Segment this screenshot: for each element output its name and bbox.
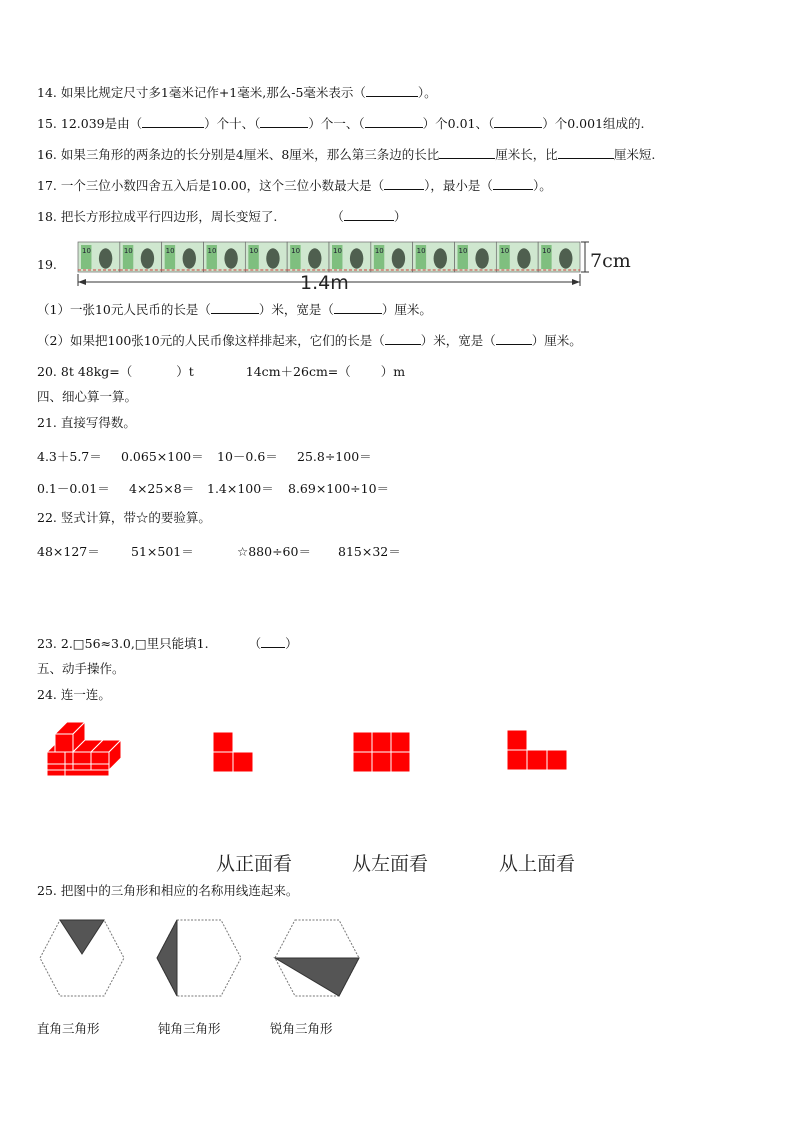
triangle-name-right: 直角三角形	[37, 1021, 100, 1036]
banknote	[413, 242, 455, 272]
banknote	[162, 242, 204, 272]
note-length-label: 1.4m	[300, 272, 349, 294]
section-5-heading: 五、动手操作。	[37, 661, 125, 676]
banknote	[245, 242, 287, 272]
answer-blank[interactable]	[366, 84, 418, 97]
banknote	[120, 242, 162, 272]
vertical-calc-item: 815×32＝	[338, 544, 401, 559]
hexagon-figure-1	[38, 918, 128, 1000]
banknote	[455, 242, 497, 272]
question-17: 17. 一个三位小数四舍五入后是10.00，这个三位小数最大是（ ），最小是（ ）。	[37, 178, 552, 193]
view-label-front: 从正面看	[216, 853, 293, 875]
view-shape-rectangle	[352, 731, 412, 773]
view-label-top: 从上面看	[499, 853, 576, 875]
banknote-row-figure	[72, 238, 632, 298]
question-19-part-2: （2）如果把100张10元的人民币像这样排起来，它们的长是（ ）米，宽是（ ）厘米。	[37, 333, 582, 348]
view-shape-l-small	[212, 731, 256, 773]
answer-blank[interactable]	[496, 332, 532, 345]
banknote-denomination: 10	[249, 247, 259, 255]
banknote-denomination: 10	[458, 247, 468, 255]
hexagon-figure-2	[155, 918, 245, 1000]
question-23: 23. 2.□56≈3.0,□里只能填1. （ ）	[37, 636, 298, 651]
banknote	[78, 242, 120, 272]
vertical-calc-item: 51×501＝	[131, 544, 194, 559]
answer-blank[interactable]	[334, 301, 382, 314]
question-21: 21. 直接写得数。	[37, 415, 136, 430]
question-24: 24. 连一连。	[37, 687, 111, 702]
answer-blank[interactable]	[344, 208, 394, 221]
question-25: 25. 把图中的三角形和相应的名称用线连起来。	[37, 883, 299, 898]
calc-item: 25.8÷100＝	[297, 449, 372, 464]
answer-blank[interactable]	[493, 177, 533, 190]
triangle-name-obtuse: 钝角三角形	[158, 1021, 221, 1036]
question-19-part-1: （1）一张10元人民币的长是（ ）米，宽是（ ）厘米。	[37, 302, 432, 317]
answer-blank[interactable]	[365, 115, 423, 128]
answer-blank[interactable]	[385, 332, 421, 345]
question-14: 14. 如果比规定尺寸多1毫米记作+1毫米,那么-5毫米表示（ ）。	[37, 85, 437, 100]
banknote	[204, 242, 246, 272]
banknote-denomination: 10	[291, 247, 301, 255]
view-label-left: 从左面看	[352, 853, 429, 875]
calc-item: 8.69×100÷10＝	[288, 481, 390, 496]
question-18: 18. 把长方形拉成平行四边形，周长变短了. （ ）	[37, 209, 407, 224]
question-22: 22. 竖式计算，带☆的要验算。	[37, 510, 211, 525]
answer-blank[interactable]	[142, 115, 204, 128]
question-19-number: 19.	[37, 257, 57, 272]
banknote-denomination: 10	[333, 247, 342, 255]
calc-item: 1.4×100＝	[207, 481, 274, 496]
answer-blank[interactable]	[211, 301, 259, 314]
banknote-denomination: 10	[123, 247, 133, 255]
hexagon-figure-3	[273, 918, 363, 1000]
answer-blank[interactable]	[260, 115, 308, 128]
banknote	[329, 242, 371, 272]
triangle-name-acute: 锐角三角形	[270, 1021, 333, 1036]
banknote-denomination: 10	[500, 247, 510, 255]
calc-item: 4×25×8＝	[129, 481, 195, 496]
banknote	[371, 242, 413, 272]
calc-item: 10－0.6＝	[217, 449, 278, 464]
question-20: 20. 8t 48kg=（ ）t 14cm＋26cm=（ ）m	[37, 364, 406, 379]
banknote-denomination: 10	[374, 247, 384, 255]
calc-item: 0.065×100＝	[121, 449, 204, 464]
vertical-calc-item: ☆880÷60＝	[237, 544, 311, 559]
calc-item: 0.1－0.01＝	[37, 481, 110, 496]
note-width-label: 7cm	[590, 250, 631, 272]
vertical-calc-item: 48×127＝	[37, 544, 100, 559]
answer-blank[interactable]	[558, 146, 614, 159]
question-15: 15. 12.039是由（ ）个十、（ ）个一、（ ）个0.01、（ ）个0.001组成的.	[37, 116, 645, 131]
banknote-denomination: 10	[165, 247, 175, 255]
section-4-heading: 四、细心算一算。	[37, 389, 138, 404]
banknote	[538, 242, 580, 272]
banknote	[496, 242, 538, 272]
banknote-denomination: 10	[542, 247, 552, 255]
question-16: 16. 如果三角形的两条边的长分别是4厘米、8厘米，那么第三条边的长比 厘米长，比 厘米短.	[37, 147, 656, 162]
banknote-denomination: 10	[207, 247, 217, 255]
cube-stack-figure	[45, 718, 130, 780]
calc-item: 4.3＋5.7＝	[37, 449, 102, 464]
answer-blank[interactable]	[439, 146, 495, 159]
banknote	[287, 242, 329, 272]
answer-blank[interactable]	[261, 635, 285, 648]
banknote-denomination: 10	[82, 247, 91, 255]
answer-blank[interactable]	[494, 115, 542, 128]
view-shape-l-wide	[506, 729, 570, 773]
banknote-denomination: 10	[416, 247, 426, 255]
answer-blank[interactable]	[384, 177, 424, 190]
